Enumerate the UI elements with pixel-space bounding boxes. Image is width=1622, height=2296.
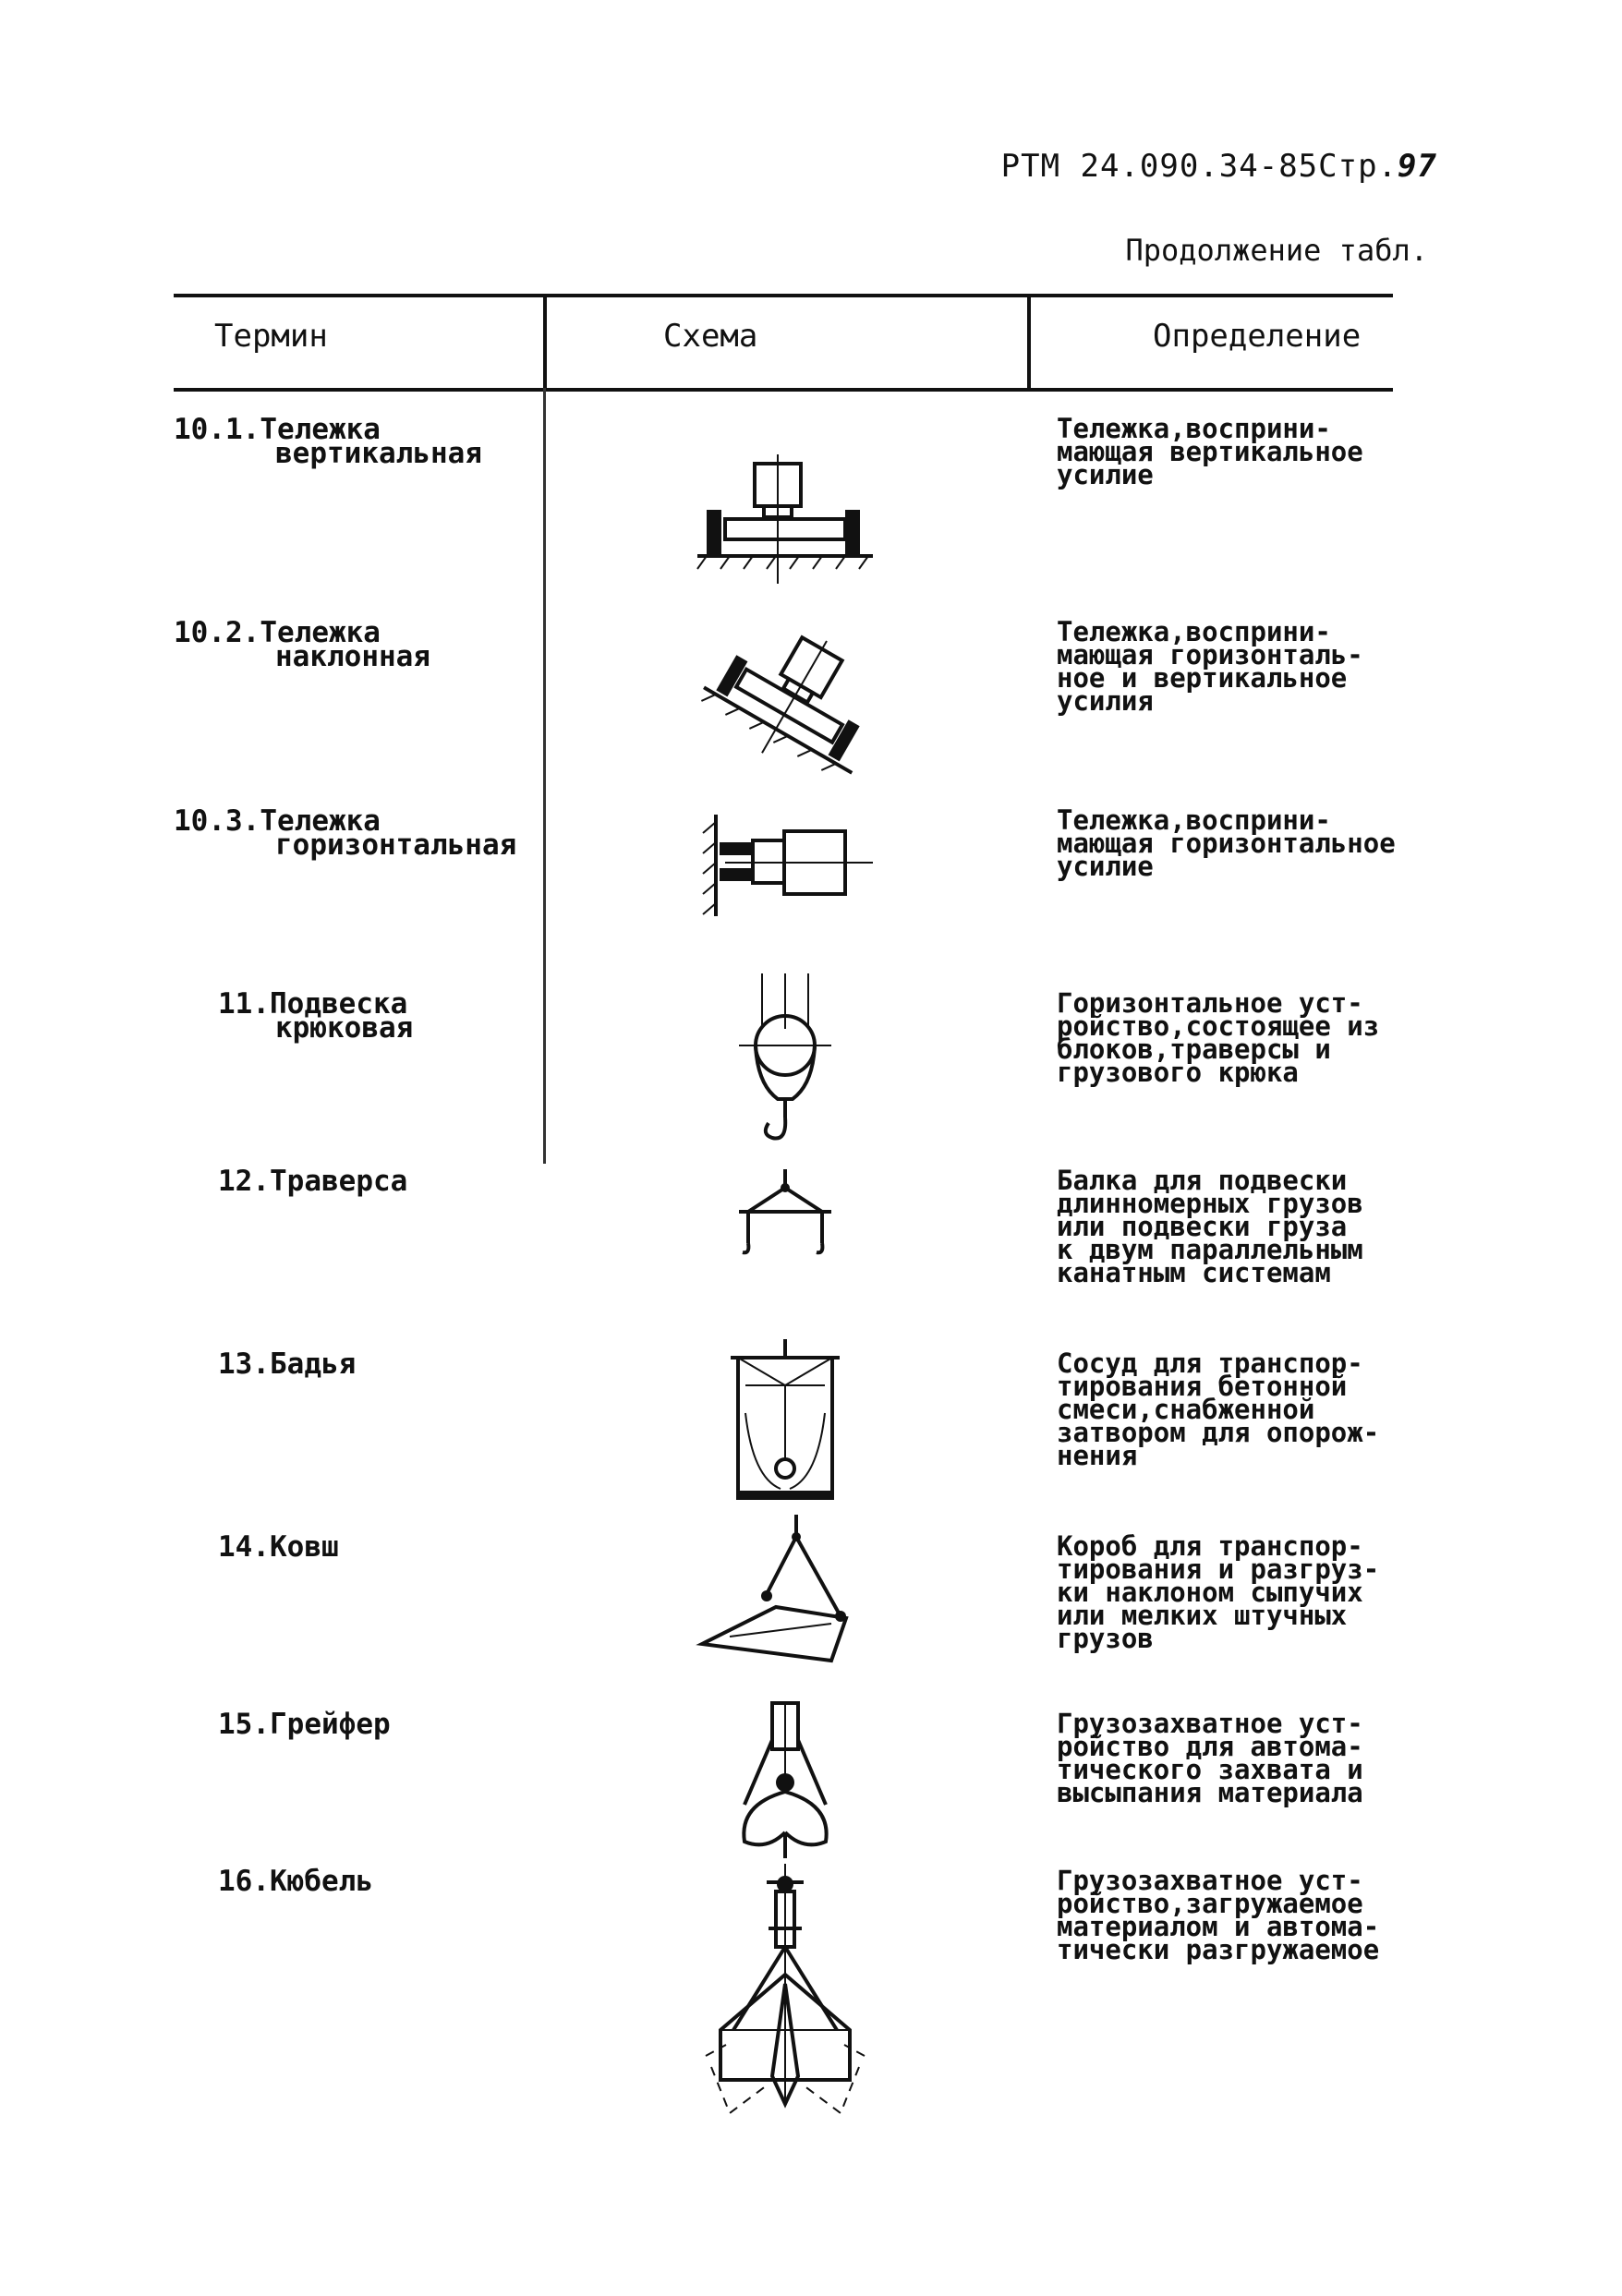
scheme-cell <box>543 1703 1027 1860</box>
horizontal-trolley-icon <box>688 815 882 916</box>
column-divider-1 <box>543 294 547 388</box>
doc-code: РТМ 24.090.34-85 <box>1000 148 1319 185</box>
definition-line: ройство,загружаемое <box>1057 1888 1363 1919</box>
definition-cell <box>1057 1865 1408 1965</box>
term-number: 16. <box>218 1865 270 1898</box>
scheme-cell <box>543 630 1027 796</box>
term-line1: Траверса <box>270 1165 408 1198</box>
column-header-definition: Определение <box>1153 318 1362 355</box>
definition-line: длинномерных грузов <box>1057 1188 1363 1219</box>
term-cell <box>174 804 543 862</box>
traverse-icon <box>730 1169 841 1271</box>
scheme-cell <box>543 1169 1027 1271</box>
table-header-rule <box>174 388 1393 392</box>
term-line1: Кюбель <box>270 1865 373 1898</box>
term-line1: Тележка <box>260 413 381 446</box>
term-line1: Тележка <box>260 616 381 649</box>
term-line1: Грейфер <box>270 1708 391 1741</box>
definition-line: Короб для транспор- <box>1057 1530 1363 1562</box>
term-line1: Тележка <box>260 804 381 838</box>
definition-cell <box>1057 1530 1408 1654</box>
definition-line: грузового крюка <box>1057 1057 1299 1088</box>
term-line2: наклонная <box>275 640 430 673</box>
term-number: 10.2. <box>174 616 260 649</box>
definition-line: Горизонтальное уст- <box>1057 987 1363 1019</box>
definition-line: грузов <box>1057 1623 1154 1654</box>
term-cell <box>174 616 543 673</box>
term-line2: вертикальная <box>275 437 482 470</box>
definition-line: тирования и разгруз- <box>1057 1553 1380 1585</box>
definition-line: усилие <box>1057 851 1154 882</box>
table-top-rule <box>174 294 1393 297</box>
definition-cell <box>1057 1165 1408 1288</box>
scheme-cell <box>543 454 1027 584</box>
scoop-icon <box>693 1515 878 1681</box>
term-line1: Подвеска <box>270 987 408 1021</box>
definition-line: Грузозахватное уст- <box>1057 1708 1363 1739</box>
definition-line: ройство,состоящее из <box>1057 1010 1380 1042</box>
scheme-cell <box>543 973 1027 1149</box>
definition-line: канатным системам <box>1057 1257 1331 1288</box>
bucket-icon <box>725 1339 845 1505</box>
inclined-trolley-icon <box>688 630 882 796</box>
term-number: 15. <box>218 1708 270 1741</box>
definition-cell <box>1057 616 1408 717</box>
definition-line: высыпания материала <box>1057 1777 1363 1808</box>
term-number: 14. <box>218 1530 270 1564</box>
definition-line: мающая горизонталь- <box>1057 639 1363 671</box>
vertical-trolley-icon <box>688 454 882 584</box>
column-header-scheme: Схема <box>663 318 758 355</box>
term-cell <box>218 1530 587 1564</box>
page-label: Стр. <box>1318 148 1398 185</box>
definition-line: затвором для опорож- <box>1057 1417 1380 1448</box>
page-header <box>1001 148 1437 185</box>
definition-line: или подвески груза <box>1057 1211 1348 1242</box>
definition-line: Сосуд для транспор- <box>1057 1347 1363 1379</box>
definition-line: или мелких штучных <box>1057 1600 1348 1631</box>
definition-line: нения <box>1057 1440 1138 1471</box>
definition-line: мающая вертикальное <box>1057 436 1363 467</box>
definition-line: Балка для подвески <box>1057 1165 1348 1196</box>
definition-line: Тележка,восприни- <box>1057 616 1331 647</box>
definition-line: к двум параллельным <box>1057 1234 1363 1265</box>
scheme-cell <box>543 1339 1027 1505</box>
term-line2: горизонтальная <box>275 828 517 862</box>
definition-line: тического захвата и <box>1057 1754 1363 1785</box>
term-number: 10.3. <box>174 804 260 838</box>
definition-cell <box>1057 1708 1408 1808</box>
definition-line: смеси,снабженной <box>1057 1394 1315 1425</box>
term-number: 13. <box>218 1347 270 1381</box>
definition-line: тически разгружаемое <box>1057 1934 1380 1965</box>
scheme-cell <box>543 1864 1027 2122</box>
term-line2: крюковая <box>275 1011 414 1045</box>
term-cell <box>218 1865 587 1898</box>
definition-line: мающая горизонтальное <box>1057 828 1396 859</box>
table-caption: Продолжение табл. <box>1125 233 1428 268</box>
definition-line: ки наклоном сыпучих <box>1057 1577 1363 1608</box>
scheme-cell <box>543 1515 1027 1681</box>
definition-cell <box>1057 987 1408 1088</box>
kubel-icon <box>693 1864 878 2122</box>
definition-line: усилия <box>1057 685 1154 717</box>
column-divider-2 <box>1027 294 1031 388</box>
term-line1: Ковш <box>270 1530 339 1564</box>
definition-cell <box>1057 1347 1408 1471</box>
definition-line: Тележка,восприни- <box>1057 804 1331 836</box>
column-header-term: Термин <box>214 318 328 355</box>
definition-line: блоков,траверсы и <box>1057 1033 1331 1065</box>
term-number: 12. <box>218 1165 270 1198</box>
definition-line: Грузозахватное уст- <box>1057 1865 1363 1896</box>
term-cell <box>174 413 543 470</box>
page-number: 97 <box>1398 148 1437 185</box>
term-line1: Бадья <box>270 1347 357 1381</box>
definition-line: материалом и автома- <box>1057 1911 1380 1942</box>
grab-icon <box>711 1703 859 1860</box>
term-cell <box>218 1708 587 1741</box>
term-cell <box>218 1165 587 1198</box>
term-cell <box>218 1347 587 1381</box>
definition-line: ное и вертикальное <box>1057 662 1348 694</box>
definition-line: Тележка,восприни- <box>1057 413 1331 444</box>
term-cell <box>218 987 587 1045</box>
definition-line: тирования бетонной <box>1057 1371 1348 1402</box>
term-number: 11. <box>218 987 270 1021</box>
term-number: 10.1. <box>174 413 260 446</box>
definition-cell <box>1057 413 1408 490</box>
hook-block-icon <box>711 973 859 1149</box>
scheme-cell <box>543 815 1027 916</box>
definition-cell <box>1057 804 1408 882</box>
definition-line: ройство для автома- <box>1057 1731 1363 1762</box>
definition-line: усилие <box>1057 459 1154 490</box>
